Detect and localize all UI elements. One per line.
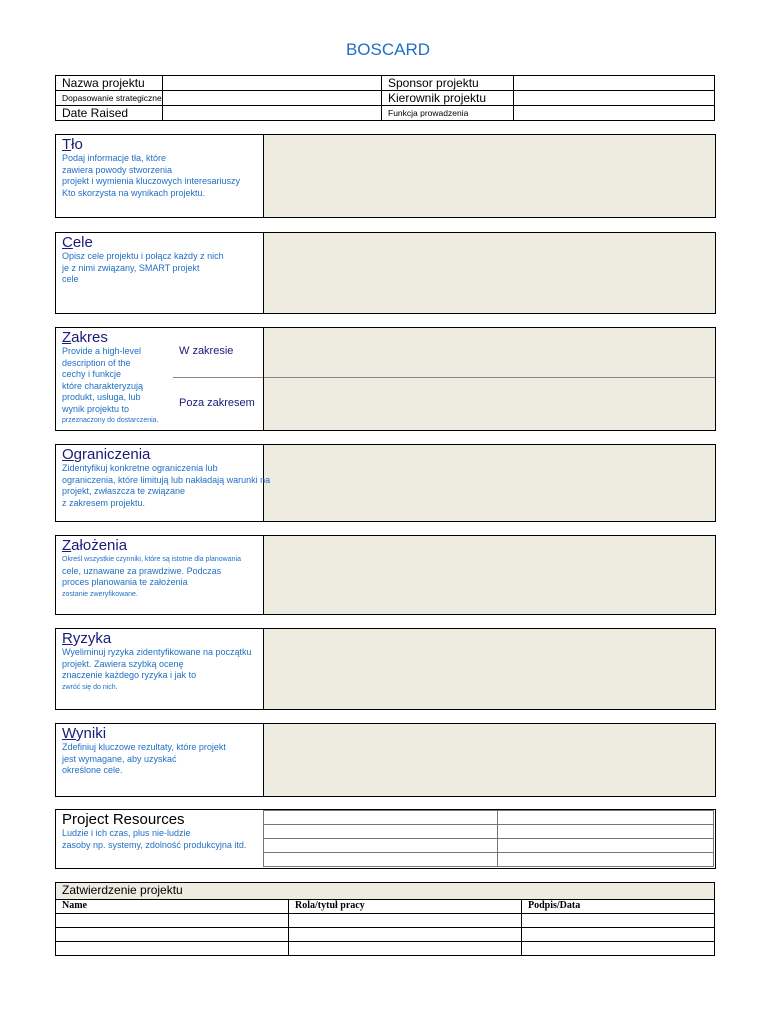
page-title: BOSCARD — [345, 40, 431, 59]
date-raised-label: Date Raised — [56, 106, 163, 121]
project-name-field[interactable] — [163, 76, 382, 91]
approval-cell[interactable] — [522, 942, 715, 956]
section-title: Założenia — [62, 537, 128, 554]
approval-cell[interactable] — [56, 942, 289, 956]
resource-cell[interactable] — [264, 825, 498, 839]
section-description: Zidentyfikuj konkretne ograniczenia lub ograniczenia, które limitują lub nakładają warunki na projekt, zwłaszcza te związane z zakresem projektu. — [62, 463, 271, 508]
approval-row — [56, 928, 715, 942]
strategic-fit-label: Dopasowanie strategiczne — [56, 91, 163, 106]
section-description: Określ wszystkie czynniki, które są istotne dla planowania cele, uznawane za prawdziwe. Podczas proces planowania te założenia zostanie zweryfikowane. — [62, 556, 241, 598]
section-zalozenia — [55, 535, 716, 615]
strategic-fit-field[interactable] — [163, 91, 382, 106]
zakres-input-area[interactable] — [263, 328, 715, 430]
resource-cell[interactable] — [498, 825, 714, 839]
section-description: Ludzie i ich czas, plus nie-ludzie zasoby np. systemy, zdolność produkcyjna itd. — [62, 828, 247, 850]
approval-row — [56, 942, 715, 956]
section-tlo — [55, 134, 716, 218]
cele-input-area[interactable] — [263, 233, 715, 313]
section-description: Podaj informacje tła, które zawiera powody stworzenia projekt i wymienia kluczowych interesariuszy Kto skorzysta na wynikach projektu. — [62, 153, 241, 198]
section-title: Cele — [62, 234, 93, 251]
section-title: Zakres — [62, 329, 108, 346]
project-name-label: Nazwa projektu — [56, 76, 163, 91]
tlo-input-area[interactable] — [263, 135, 715, 217]
approval-table — [55, 882, 715, 956]
resource-cell[interactable] — [264, 811, 498, 825]
section-description: Provide a high-level description of the cechy i funkcje które charakteryzują produkt, usługa, lub wynik projektu to przeznaczony do dostarczenia. — [62, 346, 159, 424]
col-signature-header: Podpis/Data — [522, 900, 715, 914]
section-wyniki — [55, 723, 716, 797]
date-raised-field[interactable] — [163, 106, 382, 121]
ryzyka-input-area[interactable] — [263, 629, 715, 709]
lead-function-label: Funkcja prowadzenia — [382, 106, 514, 121]
approval-cell[interactable] — [289, 914, 522, 928]
resource-cell[interactable] — [498, 853, 714, 867]
section-description: Opisz cele projektu i połącz każdy z nich je z nimi związany, SMART projekt cele — [62, 251, 224, 284]
approval-cell[interactable] — [56, 928, 289, 942]
sponsor-label: Sponsor projektu — [382, 76, 514, 91]
sponsor-field[interactable] — [514, 76, 715, 91]
section-cele — [55, 232, 716, 314]
section-title: Tło — [62, 136, 83, 153]
section-zakres — [55, 327, 716, 431]
scope-divider-right — [264, 377, 715, 378]
section-title: Ryzyka — [62, 630, 112, 647]
approval-cell[interactable] — [56, 914, 289, 928]
approval-cell[interactable] — [522, 914, 715, 928]
resources-table — [263, 810, 714, 867]
project-header-table — [55, 75, 715, 121]
section-ryzyka — [55, 628, 716, 710]
approval-cell[interactable] — [289, 942, 522, 956]
ograniczenia-input-area[interactable] — [263, 445, 715, 521]
resource-cell[interactable] — [264, 839, 498, 853]
wyniki-input-area[interactable] — [263, 724, 715, 796]
approval-title: Zatwierdzenie projektu — [56, 883, 715, 900]
section-title: Project Resources — [62, 811, 185, 828]
out-scope-label: Poza zakresem — [179, 397, 255, 409]
section-description: Wyeliminuj ryzyka zidentyfikowane na początku projekt. Zawiera szybką ocenę znaczenie każdego ryzyka i jak to zwróć się do nich. — [62, 647, 252, 691]
manager-field[interactable] — [514, 91, 715, 106]
section-description: Zdefiniuj kluczowe rezultaty, które projekt jest wymagane, aby uzyskać określone cele. — [62, 742, 226, 775]
resource-cell[interactable] — [498, 811, 714, 825]
manager-label: Kierownik projektu — [382, 91, 514, 106]
section-ograniczenia — [55, 444, 716, 522]
col-role-header: Rola/tytuł pracy — [289, 900, 522, 914]
lead-function-field[interactable] — [514, 106, 715, 121]
zalozenia-input-area[interactable] — [263, 536, 715, 614]
approval-row — [56, 914, 715, 928]
section-title: Ograniczenia — [62, 446, 151, 463]
approval-cell[interactable] — [522, 928, 715, 942]
approval-cell[interactable] — [289, 928, 522, 942]
in-scope-label: W zakresie — [179, 345, 234, 357]
section-title: Wyniki — [62, 725, 107, 742]
resource-cell[interactable] — [264, 853, 498, 867]
resource-cell[interactable] — [498, 839, 714, 853]
col-name-header: Name — [56, 900, 289, 914]
